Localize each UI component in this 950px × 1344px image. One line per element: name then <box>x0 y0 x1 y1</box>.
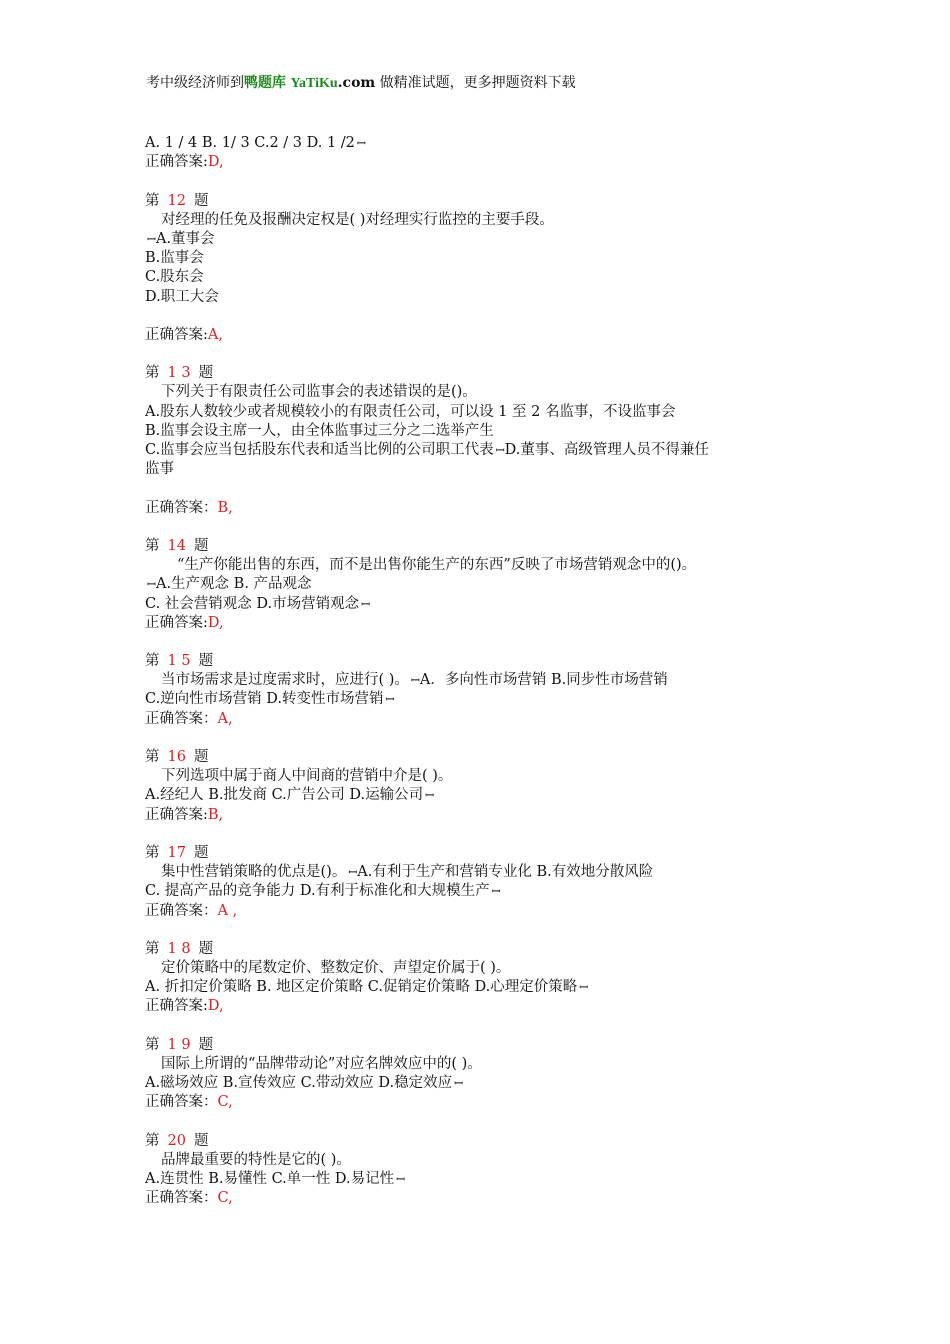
q15-stem: 当市场需求是过度需求时，应进行( )。 ꟷA．多向性市场营销 B.同步性市场营销 <box>145 671 815 690</box>
q17-options-2: C. 提高产品的竞争能力 D.有利于标准化和大规模生产 ꟷ <box>145 882 815 901</box>
paragraph-mark-icon: ꟷ <box>356 137 366 150</box>
q15-answer-value: A, <box>217 710 233 727</box>
paragraph-mark-icon: ꟷ <box>385 693 395 707</box>
q11-answer-value: D, <box>207 154 224 171</box>
q16-heading: 第 16 题 <box>145 749 209 765</box>
q12-answer: 正确答案:A, <box>145 326 223 343</box>
q15-options-2: C.逆向性市场营销 D.转变性市场营销 ꟷ <box>145 690 815 709</box>
q14-heading: 第 14 题 <box>145 537 209 554</box>
q13-number: 1 3 <box>167 365 191 382</box>
q16-stem: 下列选项中属于商人中间商的营销中介是( )。 <box>161 768 453 785</box>
q19-answer-value: C, <box>217 1094 233 1111</box>
header-suffix: 做精准试题，更多押题资料下载 <box>379 75 576 91</box>
q15-heading: 第 1 5 题 <box>145 653 214 670</box>
header-brand-cn[interactable]: 鸭题库 <box>244 75 286 91</box>
header-dotcom[interactable]: .com <box>337 75 376 91</box>
q14-answer-value: D, <box>207 614 224 631</box>
paragraph-mark-icon: ꟷ <box>491 885 501 899</box>
paragraph-mark-icon: ꟷ <box>454 1077 464 1091</box>
q18-stem: 定价策略中的尾数定价、整数定价、声望定价属于( )。 <box>161 960 511 977</box>
q18-heading: 第 1 8 题 <box>145 940 214 957</box>
q14-options-2: C. 社会营销观念 D.市场营销观念 ꟷ <box>145 595 815 614</box>
q13-answer: 正确答案：B, <box>145 499 233 516</box>
q13-option-d-cont: 监事 <box>145 461 174 478</box>
paragraph-mark-icon: ꟷ <box>495 444 505 457</box>
paragraph-mark-icon: ꟷ <box>361 597 371 611</box>
q19-number: 1 9 <box>167 1036 191 1053</box>
paragraph-mark-icon: ꟷ <box>410 674 420 688</box>
q20-answer-value: C, <box>217 1190 233 1207</box>
q12-option-c: C.股东会 <box>145 269 204 286</box>
q12-stem: 对经理的任免及报酬决定权是( )对经理实行监控的主要手段。 <box>161 211 554 228</box>
q20-answer: 正确答案：C, <box>145 1190 233 1207</box>
q15-answer: 正确答案：A, <box>145 710 233 727</box>
paragraph-mark-icon: ꟷ <box>147 578 156 592</box>
q19-stem: 国际上所谓的“品牌带动论”对应名牌效应中的( )。 <box>161 1056 482 1072</box>
q17-number: 17 <box>167 844 186 861</box>
q13-option-a: A.股东人数较少或者规模较小的有限责任公司，可以设 1 至 2 名监事，不设监事会 <box>145 403 676 420</box>
q20-options: A.连贯性 B.易懂性 C.单一性 D.易记性 ꟷ <box>145 1170 815 1189</box>
q14-stem: “生产你能出售的东西，而不是出售你能生产的东西”反映了市场营销观念中的()。 <box>177 557 697 574</box>
q15-number: 1 5 <box>167 653 191 670</box>
q19-heading: 第 1 9 题 <box>145 1036 214 1053</box>
q16-answer-value: B, <box>207 806 224 823</box>
q17-stem: 集中性营销策略的优点是()。 ꟷA.有利于生产和营销专业化 B.有效地分散风险 <box>145 863 815 882</box>
q12-option-b: B.监事会 <box>145 250 204 267</box>
q17-heading: 第 17 题 <box>145 844 209 861</box>
q16-number: 16 <box>167 749 186 765</box>
q13-heading: 第 1 3 题 <box>145 365 214 382</box>
q11-answer: 正确答案:D, <box>145 154 224 171</box>
q20-stem: 品牌最重要的特性是它的( )。 <box>161 1151 351 1168</box>
paragraph-mark-icon: ꟷ <box>348 866 358 880</box>
q13-option-b: B.监事会设主席一人，由全体监事过三分之二选举产生 <box>145 422 494 439</box>
q14-number: 14 <box>167 537 186 554</box>
q20-number: 20 <box>167 1132 186 1149</box>
q16-answer: 正确答案:B, <box>145 806 224 823</box>
q18-answer-value: D, <box>207 998 224 1015</box>
paragraph-mark-icon: ꟷ <box>579 981 589 995</box>
q19-answer: 正确答案：C, <box>145 1094 233 1111</box>
q18-answer: 正确答案:D, <box>145 998 224 1015</box>
q12-answer-value: A, <box>207 326 223 343</box>
q18-number: 1 8 <box>167 940 191 957</box>
header-brand-en[interactable]: YaTiKu <box>290 76 338 91</box>
q20-heading: 第 20 题 <box>145 1132 209 1149</box>
q17-answer-value: A , <box>217 902 238 919</box>
q12-option-d: D.职工大会 <box>145 288 219 305</box>
q12-number: 12 <box>167 192 186 209</box>
q13-answer-value: B, <box>217 499 233 516</box>
q13-option-c-d: C.监事会应当包括股东代表和适当比例的公司职工代表 ꟷD.董事、高级管理人员不得兼任 <box>145 441 815 460</box>
question-list <box>145 134 815 1209</box>
q12-option-a: ꟷA.董事会 <box>145 230 815 249</box>
page-header <box>146 72 576 92</box>
q16-options: A.经纪人 B.批发商 C.广告公司 D.运输公司 ꟷ <box>145 786 815 805</box>
paragraph-mark-icon: ꟷ <box>425 789 435 803</box>
q18-options: A. 折扣定价策略 B. 地区定价策略 C.促销定价策略 D.心理定价策略 ꟷ <box>145 978 815 997</box>
q14-options-1: ꟷA.生产观念 B. 产品观念 <box>145 575 815 594</box>
paragraph-mark-icon: ꟷ <box>396 1173 406 1187</box>
q17-answer: 正确答案：A , <box>145 902 238 919</box>
header-prefix: 考中级经济师到 <box>146 75 244 91</box>
q14-answer: 正确答案:D, <box>145 614 224 631</box>
q13-stem: 下列关于有限责任公司监事会的表述错误的是()。 <box>161 384 477 401</box>
q12-heading: 第 12 题 <box>145 192 209 209</box>
paragraph-mark-icon: ꟷ <box>147 232 156 246</box>
q19-options: A.磁场效应 B.宣传效应 C.带动效应 D.稳定效应 ꟷ <box>145 1074 815 1093</box>
q11-options: A. 1 / 4 B. 1/ 3 C.2 / 3 D. 1 /2 ꟷ <box>145 134 815 153</box>
